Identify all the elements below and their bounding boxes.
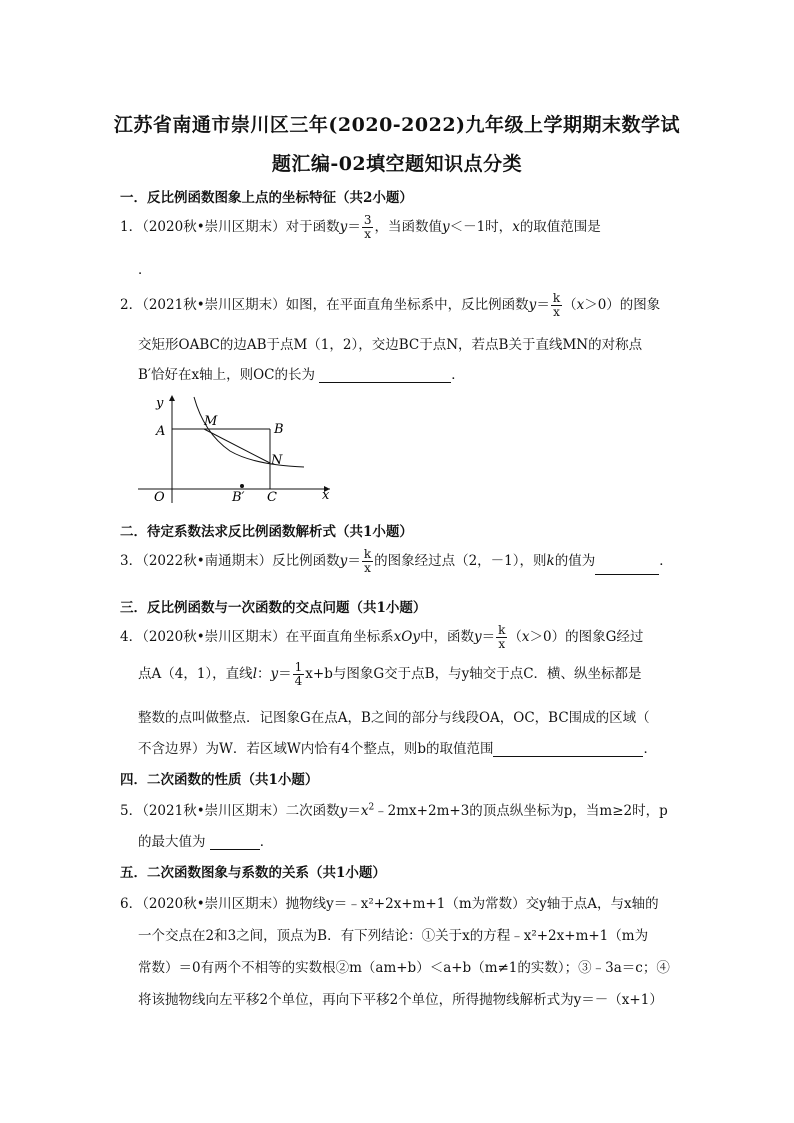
document-title-line-2: 题汇编-02填空题知识点分类 (271, 153, 523, 175)
fraction-3-over-x: $\frac{3}{x}$ (363, 213, 372, 241)
fraction-k-over-x: $\frac{k}{x}$ (363, 547, 372, 575)
y-axis-arrow (169, 395, 175, 401)
label-y: y (156, 396, 164, 411)
question-6-line-3: 常数）＝0有两个不相等的实数根②m（am+b）＜a+b（m≠1的实数）；③﹣3a＝c；④ (138, 960, 670, 976)
section-heading-1: 一．反比例函数图象上点的坐标特征（共2小题） (120, 190, 413, 206)
section-heading-4: 四．二次函数的性质（共1小题） (120, 772, 319, 788)
label-O: O (154, 490, 165, 505)
section-heading-2: 二．待定系数法求反比例函数解析式（共1小题） (120, 524, 413, 540)
question-3: 3．（2022秋•南通期末）反比例函数y＝ $\frac{k}{x}$ 的图象经过点（2，－1），则k的值为 ． (120, 547, 673, 575)
question-4-line-4: 不含边界）为W．若区域W内恰有4个整点，则b的取值范围 ． (138, 741, 657, 757)
question-5-line-2: 的最大值为 ． (138, 834, 274, 850)
question-6-line-2: 一个交点在2和3之间，顶点为B．有下列结论：①关于x的方程﹣x²+2x+m+1（m为 (138, 928, 649, 944)
coordinate-figure (138, 393, 338, 505)
section-heading-5: 五．二次函数图象与系数的关系（共1小题） (120, 865, 386, 881)
answer-blank[interactable] (319, 368, 451, 383)
answer-blank[interactable] (595, 560, 659, 575)
question-4-line-2: 点A（4，1），直线l：y＝ $\frac{1}{4}$ x+b与图象G交于点B，与y轴交于点C．横、纵坐标都是 (138, 660, 642, 688)
question-2-line-2: 交矩形OABC的边AB于点M（1，2），交边BC于点N，若点B关于直线MN的对称点 (138, 337, 643, 353)
answer-blank[interactable] (210, 835, 260, 850)
label-x: x (322, 488, 330, 503)
fraction-1-over-4: $\frac{1}{4}$ (294, 660, 303, 688)
question-5-line-1: 5．（2021秋•崇川区期末）二次函数$y=x^2﹣2mx+2m+3$的顶点纵坐标为p，当m≥2时，p (120, 802, 668, 819)
answer-blank[interactable] (493, 742, 643, 757)
question-4-line-3: 整数的点叫做整点．记图象G在点A，B之间的部分与线段OA，OC，BC围成的区域（ (138, 710, 650, 726)
question-6-line-1: 6．（2020秋•崇川区期末）抛物线y＝﹣x²+2x+m+1（m为常数）交y轴于点A，与x轴的 (120, 896, 659, 912)
document-title-line-1: 江苏省南通市崇川区三年(2020-2022)九年级上学期期末数学试 (113, 114, 681, 136)
question-2-line-3: B′恰好在x轴上，则OC的长为 ． (138, 367, 465, 383)
label-A: A (156, 424, 166, 439)
question-1: 1．（2020秋•崇川区期末）对于函数y＝ $\frac{3}{x}$ ，当函数值y＜－1时，x的取值范围是 (120, 213, 601, 241)
point-b-prime (240, 484, 244, 488)
question-2-line-1: 2．（2021秋•崇川区期末）如图，在平面直角坐标系中，反比例函数y＝ $\frac{k}{x}$ （x＞0）的图象 (120, 291, 661, 319)
label-N: N (271, 453, 283, 468)
question-4-line-1: 4．（2020秋•崇川区期末）在平面直角坐标系xOy中，函数y＝ $\frac{k}{x}$ （x＞0）的图象G经过 (120, 623, 644, 651)
label-C: C (267, 490, 277, 505)
segment-MN (204, 429, 270, 463)
section-heading-3: 三．反比例函数与一次函数的交点问题（共1小题） (120, 600, 427, 616)
label-M: M (204, 414, 218, 429)
label-B-prime: B′ (232, 490, 245, 505)
fraction-k-over-x: $\frac{k}{x}$ (552, 291, 561, 319)
fraction-k-over-x: $\frac{k}{x}$ (498, 623, 506, 651)
question-6-line-4: 将该抛物线向左平移2个单位，再向下平移2个单位，所得抛物线解析式为y＝－（x+1） (138, 992, 663, 1008)
label-B: B (274, 422, 284, 437)
question-1-end: ． (138, 262, 152, 278)
